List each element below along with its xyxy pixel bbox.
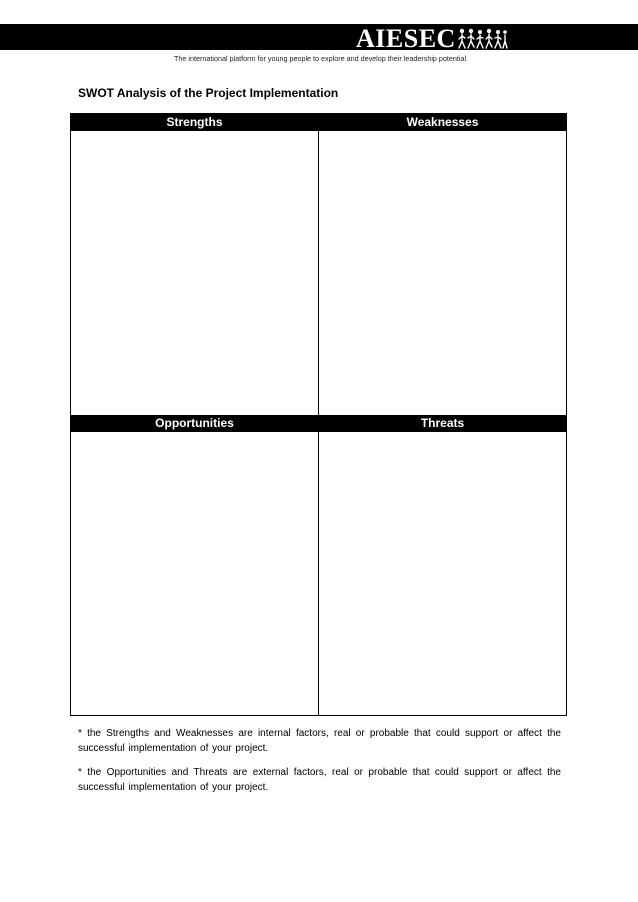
- threats-quadrant: [319, 415, 566, 715]
- weaknesses-area[interactable]: [319, 131, 566, 415]
- aiesec-logo: [356, 24, 508, 53]
- opportunities-quadrant: [71, 415, 319, 715]
- walking-people-icon: [458, 27, 508, 51]
- header-bar: [0, 24, 638, 53]
- opportunities-area[interactable]: [71, 432, 318, 715]
- brand-name: AIESEC: [356, 24, 456, 53]
- strengths-quadrant: [71, 114, 319, 415]
- opportunities-header: Opportunities: [71, 415, 318, 432]
- weaknesses-header: Weaknesses: [319, 114, 566, 131]
- footnote-external-factors: * the Opportunities and Threats are external factors, real or probable that could support or affect the successful implementation of your project.: [78, 767, 561, 793]
- threats-area[interactable]: [319, 432, 566, 715]
- strengths-header: Strengths: [71, 114, 318, 131]
- page-title: SWOT Analysis of the Project Implementation: [78, 86, 339, 100]
- threats-header: Threats: [319, 415, 566, 432]
- tagline: The international platform for young people to explore and develop their leadership potential: [174, 54, 467, 63]
- swot-grid: [70, 113, 567, 716]
- footnote-internal-factors: * the Strengths and Weaknesses are internal factors, real or probable that could support or affect the successful implementation of your project.: [78, 728, 561, 754]
- strengths-area[interactable]: [71, 131, 318, 415]
- weaknesses-quadrant: [319, 114, 566, 415]
